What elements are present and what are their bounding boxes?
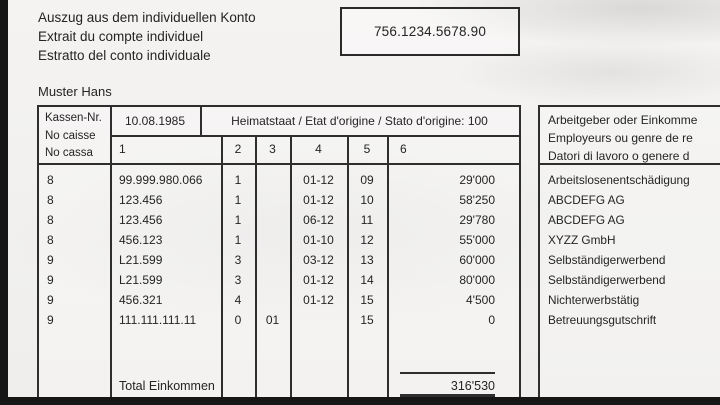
cell-col3 — [255, 230, 290, 250]
cell-col4: 01-10 — [303, 233, 334, 247]
employer-row: Arbeitslosenentschädigung — [548, 173, 690, 187]
cell-col5: 09 — [360, 173, 374, 187]
employer-row: Selbständigerwerbend — [548, 273, 666, 287]
cell-col1: 123.456 — [119, 193, 163, 207]
column-number-1: 1 — [119, 142, 126, 156]
cell-col4: 01-12 — [303, 293, 334, 307]
total-label: Total Einkommen — [119, 379, 215, 393]
cell-col4: 01-12 — [303, 273, 334, 287]
cell-kassen: 9 — [47, 273, 54, 287]
employer-row: XYZZ GmbH — [548, 233, 616, 247]
table-row — [39, 190, 519, 210]
cell-col1: L21.599 — [119, 253, 163, 267]
cell-col5: 15 — [360, 313, 374, 327]
table-row — [39, 170, 519, 190]
photo-edge-left — [0, 0, 8, 405]
cell-col3 — [255, 290, 290, 310]
table-row — [39, 230, 519, 250]
cell-col1: L21.599 — [119, 273, 163, 287]
cell-col2: 4 — [234, 293, 242, 307]
cell-col1: 123.456 — [119, 213, 163, 227]
table-row — [39, 310, 519, 330]
cell-col6: 4'500 — [466, 293, 495, 307]
table-row — [39, 250, 519, 270]
cell-col3 — [255, 270, 290, 290]
cell-kassen: 8 — [47, 213, 54, 227]
column-number-4: 4 — [315, 142, 322, 156]
ahv-number: 756.1234.5678.90 — [373, 24, 487, 39]
cell-col1: 456.123 — [119, 233, 163, 247]
cell-col2: 1 — [234, 213, 242, 227]
account-table — [37, 105, 521, 399]
cell-col6: 58'250 — [459, 193, 495, 207]
column-number-6: 6 — [400, 142, 407, 156]
title-line-it: Estratto del conto individuale — [38, 48, 211, 63]
column-number-2: 2 — [234, 142, 242, 156]
cell-kassen: 9 — [47, 253, 54, 267]
cell-col1: 99.999.980.066 — [119, 173, 203, 187]
employer-header-rule — [540, 163, 720, 165]
cell-col5: 11 — [360, 213, 374, 227]
cell-col4: 01-12 — [303, 173, 334, 187]
employer-table — [538, 105, 720, 399]
employer-row: Betreuungsgutschrift — [548, 313, 657, 327]
photo-edge-bottom — [0, 397, 720, 405]
cell-col3 — [255, 250, 290, 270]
cell-col5: 12 — [360, 233, 374, 247]
cell-col3 — [255, 170, 290, 190]
cell-col6: 55'000 — [459, 233, 495, 247]
column-number-5: 5 — [363, 142, 371, 156]
cell-kassen: 8 — [47, 233, 54, 247]
kassen-nr-header — [45, 110, 102, 163]
cell-col4: 01-12 — [303, 193, 334, 207]
table-row — [39, 210, 519, 230]
header-bottom-rule — [39, 163, 519, 165]
kassen-header-fr: No caisse — [45, 129, 96, 142]
cell-col6: 0 — [488, 313, 495, 327]
person-name: Muster Hans — [38, 84, 112, 99]
employer-rows — [540, 170, 720, 330]
cell-col5: 13 — [360, 253, 374, 267]
cell-kassen: 8 — [47, 193, 54, 207]
cell-col2: 0 — [234, 313, 242, 327]
employer-row: Selbständigerwerbend — [548, 253, 666, 267]
title-line-fr: Extrait du compte individuel — [38, 29, 204, 44]
kassen-header-de: Kassen-Nr. — [45, 112, 102, 124]
cell-col6: 29'000 — [459, 173, 495, 187]
kassen-header-it: No cassa — [45, 147, 93, 159]
cell-col5: 15 — [360, 293, 374, 307]
cell-kassen: 9 — [47, 293, 54, 307]
cell-col6: 80'000 — [459, 273, 495, 287]
cell-col3: 01 — [265, 313, 280, 327]
ahv-number-box — [340, 7, 520, 56]
cell-col4 — [290, 310, 347, 330]
document-title-block — [38, 8, 256, 65]
cell-col6: 29'780 — [459, 213, 495, 227]
cell-col4: 06-12 — [303, 213, 334, 227]
employer-row: ABCDEFG AG — [548, 213, 625, 227]
column-number-3: 3 — [269, 142, 276, 156]
total-rule-top — [400, 372, 495, 374]
cell-col2: 1 — [234, 173, 242, 187]
table-row — [39, 290, 519, 310]
origin-header-cell: Heimatstaat / Etat d'origine / Stato d'origine: 100 — [231, 114, 488, 128]
employer-row: Nichterwerbstätig — [548, 293, 640, 307]
cell-col4: 03-12 — [303, 253, 334, 267]
account-rows — [39, 170, 519, 330]
cell-col2: 1 — [234, 193, 242, 207]
birth-date-cell: 10.08.1985 — [124, 114, 186, 128]
total-value: 316'530 — [450, 379, 495, 393]
cell-kassen: 9 — [47, 313, 54, 327]
employer-header-fr: Employeurs ou genre de re — [548, 131, 693, 145]
cell-col3 — [255, 210, 290, 230]
title-line-de: Auszug aus dem individuellen Konto — [38, 10, 256, 25]
employer-header — [548, 111, 697, 165]
cell-col3 — [255, 190, 290, 210]
employer-header-de: Arbeitgeber oder Einkomme — [548, 113, 698, 127]
cell-col6: 60'000 — [459, 253, 495, 267]
cell-kassen: 8 — [47, 173, 54, 187]
cell-col2: 3 — [234, 273, 242, 287]
cell-col5: 14 — [360, 273, 374, 287]
employer-row: ABCDEFG AG — [548, 193, 625, 207]
cell-col1: 456.321 — [119, 293, 163, 307]
cell-col2: 3 — [234, 253, 242, 267]
employer-header-it: Datori di lavoro o genere d — [548, 149, 690, 163]
cell-col1: 111.111.111.11 — [119, 313, 197, 327]
cell-col5: 10 — [360, 193, 374, 207]
cell-col2: 1 — [234, 233, 242, 247]
table-row — [39, 270, 519, 290]
